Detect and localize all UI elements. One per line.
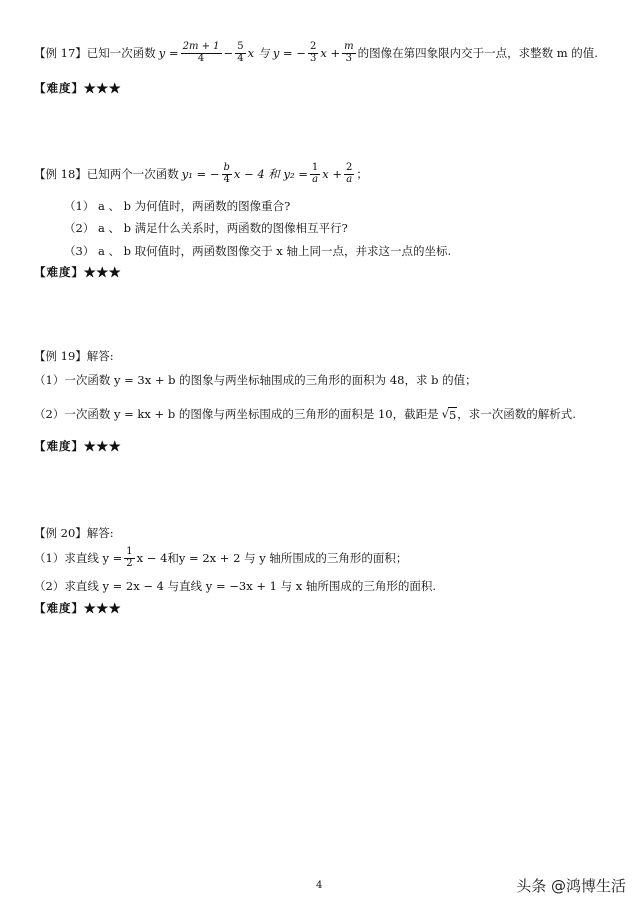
example-18-difficulty: 【难度】★★★ xyxy=(34,265,122,279)
example-18-statement xyxy=(34,163,368,185)
math-text: y = xyxy=(158,46,179,60)
fraction: $\frac{5}{4}$ xyxy=(237,41,244,64)
fraction: $\frac{1}{a}$ xyxy=(311,162,319,185)
math-text: x 与 y = − xyxy=(247,46,306,60)
watermark: 头条 @鸿博生活 xyxy=(516,877,626,895)
math-text: − xyxy=(223,46,234,60)
example-20-difficulty: 【难度】★★★ xyxy=(34,601,122,615)
math-text: x + xyxy=(320,46,341,60)
fraction: $\frac{2m + 1}{4}$ xyxy=(182,41,220,64)
fraction: $\frac{2}{a}$ xyxy=(346,162,353,185)
example-17-statement xyxy=(34,42,598,64)
example-19-head: 【例 19】解答: xyxy=(34,349,114,363)
example-18-head: 【例 18】已知两个一次函数 xyxy=(34,167,179,181)
example-19-question-2: （2）一次函数 y = kx + b 的图像与两坐标围成的三角形的面积是 10，截距是 √ 5 ，求一次函数的解析式. xyxy=(34,407,576,422)
example-18-question-1: （1） a 、 b 为何值时，两函数的图像重合? xyxy=(64,199,291,213)
example-18-question-2: （2） a 、 b 满足什么关系时，两函数的图像相互平行? xyxy=(64,221,348,235)
fraction: $\frac{b}{4}$ xyxy=(223,162,230,185)
example-17-difficulty: 【难度】★★★ xyxy=(34,81,122,95)
example-20-question-1: （1）求直线 y = $\frac{1}{2}$ x − 4和y = 2x + 2 与 y 轴所围成的三角形的面积； xyxy=(34,546,408,569)
example-19-difficulty: 【难度】★★★ xyxy=(34,439,122,453)
example-18-question-3: （3） a 、 b 取何值时，两函数图像交于 x 轴上同一点，并求这一点的坐标. xyxy=(64,244,452,258)
example-18-tail: ； xyxy=(356,167,368,181)
fraction: $\frac{2}{3}$ xyxy=(309,41,317,64)
fraction: $\frac{1}{2}$ xyxy=(126,546,133,569)
sqrt-radicand: 5 xyxy=(448,407,457,422)
example-17-head: 【例 17】已知一次函数 xyxy=(34,46,156,60)
example-19-question-1: （1）一次函数 y = 3x + b 的图象与两坐标轴围成的三角形的面积为 48，求 b 的值； xyxy=(34,373,477,387)
example-17-tail: 的图像在第四象限内交于一点，求整数 m 的值. xyxy=(357,46,598,60)
math-text: y₁ = − xyxy=(181,167,220,181)
fraction: $\frac{m}{3}$ xyxy=(344,41,354,64)
sqrt-symbol: √ xyxy=(441,407,449,421)
math-text: x − 4 和 y₂ = xyxy=(233,167,308,181)
example-20-question-2: （2）求直线 y = 2x − 4 与直线 y = −3x + 1 与 x 轴所围成的三角形的面积. xyxy=(34,579,437,593)
example-20-head: 【例 20】解答: xyxy=(34,526,114,540)
page-number: 4 xyxy=(316,880,323,891)
math-text: x + xyxy=(322,167,343,181)
